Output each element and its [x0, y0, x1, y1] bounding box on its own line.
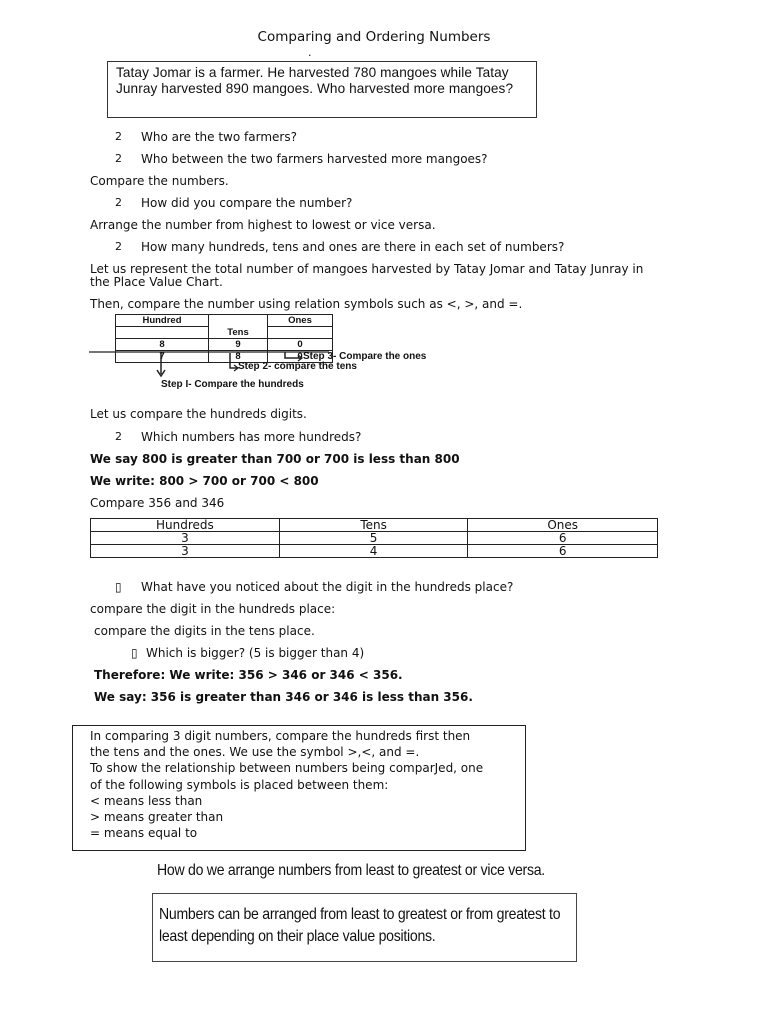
- arrange-question: How do we arrange numbers from least to greatest or vice versa.: [157, 862, 545, 879]
- table-header-hundreds: Hundreds: [91, 519, 280, 532]
- bullet: 2: [115, 130, 122, 143]
- step2-label: Step 2- compare the tens: [238, 361, 357, 372]
- summary-line: < means less than: [90, 793, 203, 808]
- table-row: [91, 532, 658, 545]
- question-who-farmers: Who are the two farmers?: [141, 130, 297, 144]
- table-row: [91, 545, 658, 558]
- title-mark: .: [308, 46, 312, 59]
- summary-line: the tens and the ones. We use the symbol >,<, and =.: [90, 745, 420, 760]
- table-cell: 3: [91, 545, 280, 558]
- place-value-chart: [89, 313, 479, 393]
- pv-cell: 0: [268, 351, 333, 363]
- question-place-values: How many hundreds, tens and ones are there in each set of numbers?: [141, 240, 565, 254]
- statement-write-356: Therefore: We write: 356 > 346 or 346 < 356.: [94, 668, 403, 682]
- pv-cell: 8: [209, 351, 268, 363]
- question-noticed: What have you noticed about the digit in the hundreds place?: [141, 580, 514, 594]
- story-problem-box: Tatay Jomar is a farmer. He harvested 780 mangoes while Tatay Junray harvested 890 mangoes. Who harvested more mangoes?: [107, 61, 537, 118]
- question-more-hundreds: Which numbers has more hundreds?: [141, 430, 362, 444]
- bullet: 2: [115, 240, 122, 253]
- table-cell: 4: [279, 545, 468, 558]
- represent-text-1: Let us represent the total number of mangoes harvested by Tatay Jomar and Tatay Junray in: [90, 262, 644, 276]
- bullet: 2: [115, 430, 122, 443]
- compare-tens-place: compare the digits in the tens place.: [94, 624, 315, 638]
- page-title: Comparing and Ordering Numbers: [257, 29, 491, 45]
- arrange-answer-box: [152, 893, 577, 962]
- represent-text-2: the Place Value Chart.: [90, 275, 223, 289]
- pv-header-tens: Tens: [209, 327, 268, 339]
- compare-356-346: Compare 356 and 346: [90, 496, 225, 510]
- summary-line: In comparing 3 digit numbers, compare the hundreds first then: [90, 729, 471, 743]
- statement-write-800: We write: 800 > 700 or 700 < 800: [90, 474, 319, 488]
- table-cell: 6: [468, 532, 658, 545]
- pv-cell: 9: [209, 339, 268, 351]
- statement-say-356: We say: 356 is greater than 346 or 346 is less than 356.: [94, 690, 473, 704]
- step1-label: Step I- Compare the hundreds: [161, 379, 304, 390]
- step3-label: Step 3- Compare the ones: [303, 351, 427, 362]
- statement-say-800: We say 800 is greater than 700 or 700 is less than 800: [90, 452, 460, 466]
- table-header-tens: Tens: [279, 519, 468, 532]
- bullet-box: ▯: [131, 646, 138, 660]
- table-cell: 6: [468, 545, 658, 558]
- hundreds-intro: Let us compare the hundreds digits.: [90, 407, 307, 421]
- question-more-mangoes: Who between the two farmers harvested more mangoes?: [141, 152, 488, 166]
- summary-line: = means equal to: [90, 826, 198, 841]
- bullet: 2: [115, 152, 122, 165]
- summary-box: [72, 725, 526, 851]
- bullet: 2: [115, 196, 122, 209]
- summary-line: of the following symbols is placed between them:: [90, 777, 389, 792]
- table-cell: 5: [279, 532, 468, 545]
- question-bigger: Which is bigger? (5 is bigger than 4): [146, 646, 365, 660]
- summary-line: > means greater than: [90, 810, 224, 825]
- table-cell: 3: [91, 532, 280, 545]
- table-header-ones: Ones: [468, 519, 658, 532]
- pv-cell: 8: [116, 339, 209, 351]
- pv-header-ones: Ones: [268, 315, 333, 327]
- instruction-compare: Compare the numbers.: [90, 174, 229, 188]
- relation-symbols-text: Then, compare the number using relation symbols such as <, >, and =.: [90, 297, 523, 311]
- summary-line: To show the relationship between numbers being comparJed, one: [90, 761, 484, 776]
- arrange-answer-line: Numbers can be arranged from least to greatest or from greatest to: [159, 906, 561, 923]
- pv-cell: 7: [116, 351, 209, 363]
- instruction-arrange: Arrange the number from highest to lowest or vice versa.: [90, 218, 436, 232]
- pv-header-hundred: Hundred: [116, 315, 209, 327]
- hundreds-tens-ones-table: [90, 518, 658, 558]
- compare-hundreds-place: compare the digit in the hundreds place:: [90, 602, 336, 616]
- arrange-answer-line: least depending on their place value positions.: [159, 928, 436, 945]
- bullet-box: ▯: [115, 580, 122, 594]
- pv-cell: 0: [268, 339, 333, 351]
- question-how-compare: How did you compare the number?: [141, 196, 353, 210]
